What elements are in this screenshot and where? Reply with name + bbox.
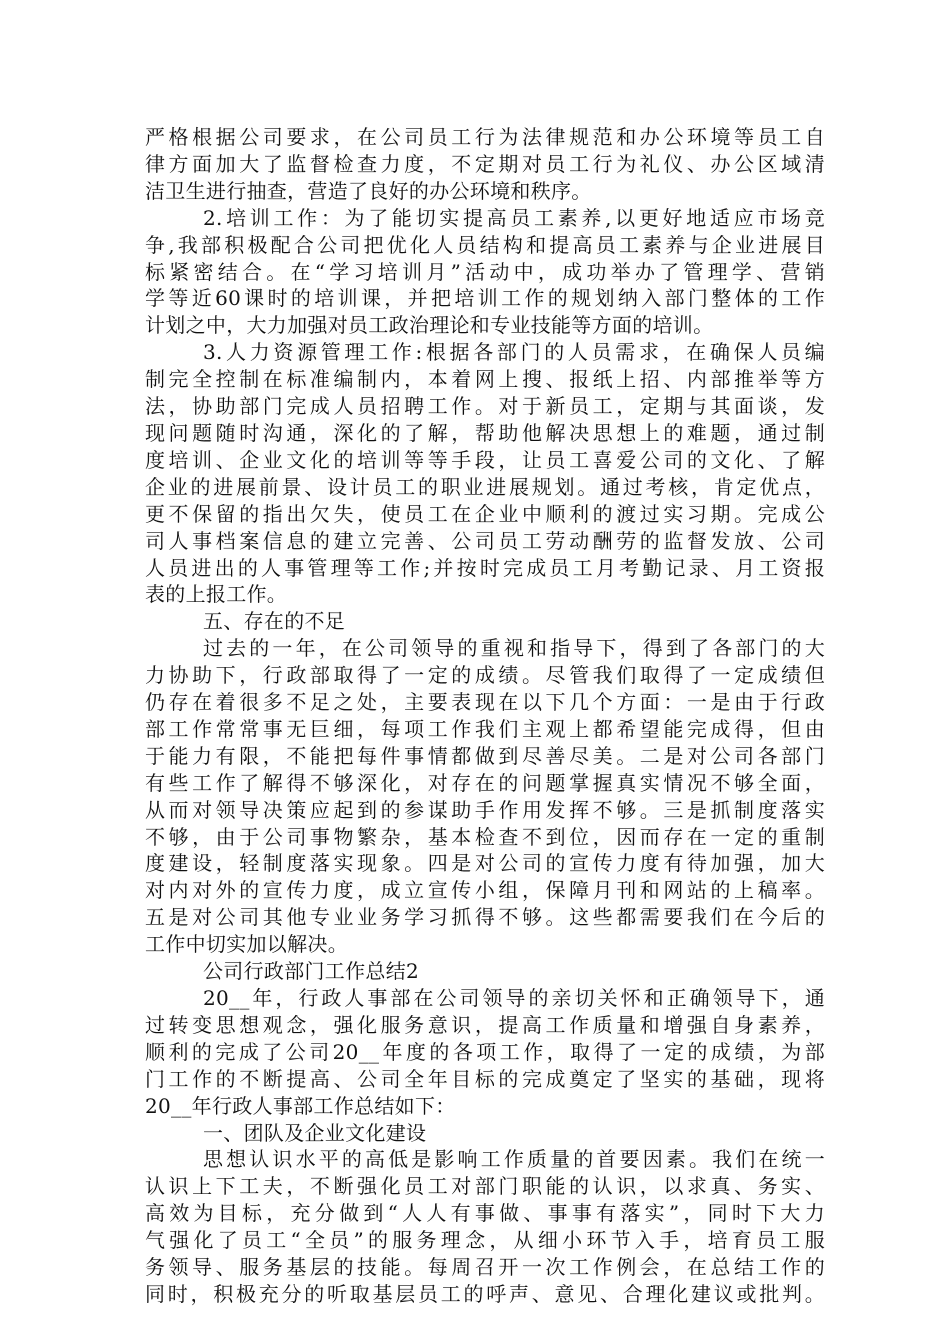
text-line: 从而对领导决策应起到的参谋助手作用发挥不够。三是抓制度落实 (145, 797, 825, 822)
text-line: 认识上下工夫，不断强化员工对部门职能的认识，以求真、务实、 (145, 1174, 825, 1199)
text-line: 标紧密结合。在“学习培训月”活动中，成功举办了管理学、营销 (145, 259, 825, 284)
text-line: 高效为目标，充分做到“人人有事做、事事有落实”，同时下大力 (145, 1201, 825, 1226)
text-line: 不够，由于公司事物繁杂，基本检查不到位，因而存在一定的重制 (145, 824, 825, 849)
text-line: 3.人力资源管理工作:根据各部门的人员需求，在确保人员编 (203, 340, 825, 365)
text-line: 一、团队及企业文化建设 (203, 1120, 427, 1145)
text-line: 思想认识水平的高低是影响工作质量的首要因素。我们在统一 (203, 1147, 825, 1172)
text-line: 2.培训工作：为了能切实提高员工素养,以更好地适应市场竞 (203, 205, 825, 230)
text-line: 五是对公司其他专业业务学习抓得不够。这些都需要我们在今后的 (145, 905, 825, 930)
text-line: 力协助下，行政部取得了一定的成绩。尽管我们取得了一定成绩但 (145, 663, 825, 688)
text-line: 学等近60课时的培训课，并把培训工作的规划纳入部门整体的工作 (145, 286, 825, 311)
document-body (145, 124, 825, 1308)
text-line: 法，协助部门完成人员招聘工作。对于新员工，定期与其面谈，发 (145, 394, 825, 419)
text-line: 企业的进展前景、设计员工的职业进展规划。通过考核，肯定优点， (145, 474, 825, 499)
text-line: 现问题随时沟通，深化的了解，帮助他解决思想上的难题，通过制 (145, 420, 825, 445)
text-line: 门工作的不断提高、公司全年目标的完成奠定了坚实的基础，现将 (145, 1066, 825, 1091)
text-line: 度培训、企业文化的培训等等手段，让员工喜爱公司的文化、了解 (145, 447, 825, 472)
text-line: 顺利的完成了公司20__年度的各项工作，取得了一定的成绩，为部 (145, 1039, 825, 1064)
text-line: 司人事档案信息的建立完善、公司员工劳动酬劳的监督发放、公司 (145, 528, 825, 553)
text-line: 有些工作了解得不够深化，对存在的问题掌握真实情况不够全面， (145, 770, 825, 795)
text-line: 气强化了员工“全员”的服务理念，从细小环节入手，培育员工服 (145, 1228, 825, 1253)
text-line: 五、存在的不足 (203, 609, 346, 634)
text-line: 人员进出的人事管理等工作;并按时完成员工月考勤记录、月工资报 (145, 555, 825, 580)
text-line: 对内对外的宣传力度，成立宣传小组，保障月刊和网站的上稿率。 (145, 878, 825, 903)
text-line: 同时，积极充分的听取基层员工的呼声、意见、合理化建议或批判。 (145, 1281, 825, 1306)
text-line: 争,我部积极配合公司把优化人员结构和提高员工素养与企业进展目 (145, 232, 825, 257)
text-line: 律方面加大了监督检查力度，不定期对员工行为礼仪、办公区域清 (145, 151, 825, 176)
text-line: 仍存在着很多不足之处，主要表现在以下几个方面：一是由于行政 (145, 690, 825, 715)
text-line: 公司行政部门工作总结2 (203, 959, 420, 984)
text-line: 务领导、服务基层的技能。每周召开一次工作例会，在总结工作的 (145, 1255, 825, 1280)
text-line: 度建设，轻制度落实现象。四是对公司的宣传力度有待加强，加大 (145, 851, 825, 876)
text-line: 严格根据公司要求，在公司员工行为法律规范和办公环境等员工自 (145, 125, 825, 149)
text-line: 洁卫生进行抽查，营造了良好的办公环境和秩序。 (145, 178, 592, 203)
text-line: 过去的一年，在公司领导的重视和指导下，得到了各部门的大 (203, 636, 825, 661)
text-line: 表的上报工作。 (145, 582, 288, 607)
text-line: 制完全控制在标准编制内，本着网上搜、报纸上招、内部推举等方 (145, 367, 825, 392)
text-line: 部工作常常事无巨细，每项工作我们主观上都希望能完成得，但由 (145, 716, 825, 741)
text-line: 更不保留的指出欠失，使员工在企业中顺利的渡过实习期。完成公 (145, 501, 825, 526)
text-line: 过转变思想观念，强化服务意识，提高工作质量和增强自身素养， (145, 1012, 825, 1037)
text-line: 计划之中，大力加强对员工政治理论和专业技能等方面的培训。 (145, 313, 714, 338)
text-line: 20__年行政人事部工作总结如下： (145, 1093, 456, 1118)
text-line: 20__年，行政人事部在公司领导的亲切关怀和正确领导下，通 (203, 986, 825, 1010)
text-line: 工作中切实加以解决。 (145, 932, 348, 957)
text-line: 于能力有限，不能把每件事情都做到尽善尽美。二是对公司各部门 (145, 743, 825, 768)
